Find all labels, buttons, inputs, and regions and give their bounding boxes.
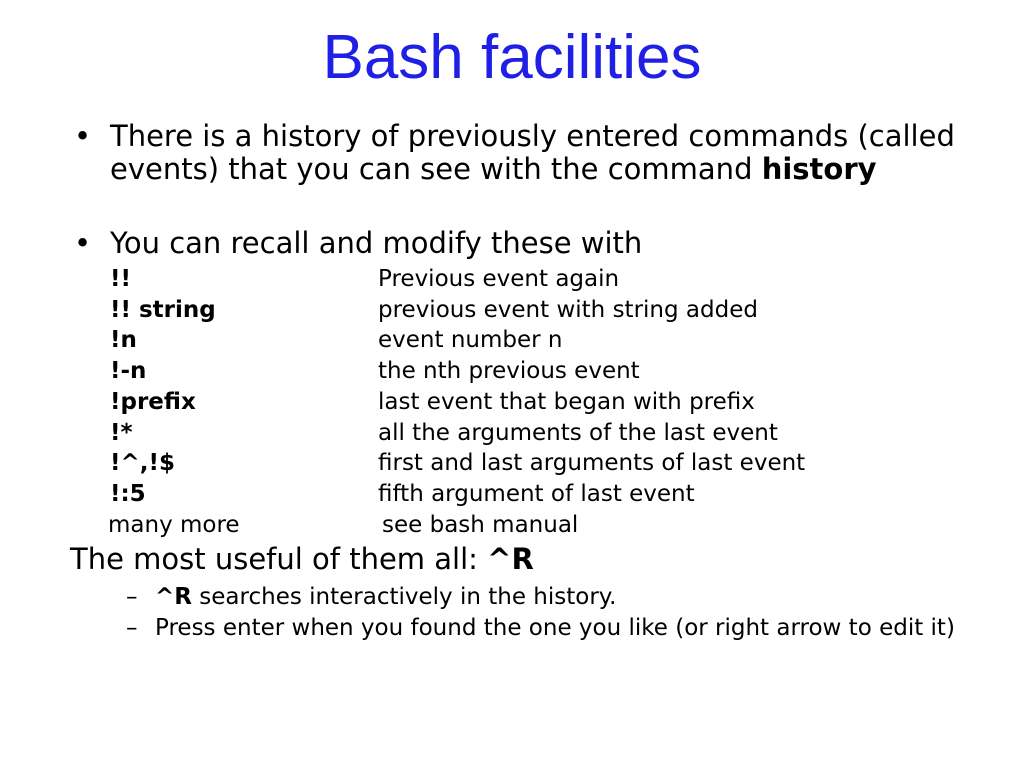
command-row xyxy=(110,388,910,416)
command-desc: fifth argument of last event xyxy=(378,481,695,507)
command-row xyxy=(110,265,910,293)
sub-bullet-marker: – xyxy=(126,615,138,641)
section-heading-bold: ^R xyxy=(487,542,534,576)
sub-bullet-text: Press enter when you found the one you like (or right arrow to edit it) xyxy=(155,615,955,641)
bullet-text-body: There is a history of previously entered commands (called events) that you can see with the command xyxy=(110,119,955,186)
sub-bullet-bold: ^R xyxy=(155,584,192,610)
sub-bullet-text xyxy=(155,584,985,611)
bullet-text-bold: history xyxy=(761,152,877,186)
command-row xyxy=(110,511,910,539)
sub-bullet-body: searches interactively in the history. xyxy=(191,584,617,610)
command-key: many more xyxy=(108,512,240,538)
command-desc: first and last arguments of last event xyxy=(378,450,806,476)
command-desc: last event that began with prefix xyxy=(378,389,755,415)
command-key: !! string xyxy=(110,297,216,323)
bullet-marker: • xyxy=(74,226,92,260)
command-desc: the nth previous event xyxy=(378,358,640,384)
sub-bullet-marker: – xyxy=(126,584,138,610)
section-heading-text: The most useful of them all: xyxy=(70,542,488,576)
command-desc: all the arguments of the last event xyxy=(378,420,778,446)
command-row xyxy=(110,296,910,324)
bullet-marker: • xyxy=(74,119,92,153)
command-row xyxy=(110,449,910,477)
command-key: !prefix xyxy=(110,389,196,415)
command-key: !:5 xyxy=(110,481,146,507)
slide-title: Bash facilities xyxy=(322,23,702,92)
command-desc: event number n xyxy=(378,327,563,353)
command-row xyxy=(110,419,910,447)
command-key: !^,!$ xyxy=(110,450,175,476)
section-heading xyxy=(70,543,534,576)
bullet-text xyxy=(110,120,990,186)
command-key: !! xyxy=(110,266,131,292)
command-key: !n xyxy=(110,327,137,353)
command-key: !-n xyxy=(110,358,147,384)
command-row xyxy=(110,357,910,385)
command-desc: previous event with string added xyxy=(378,297,758,323)
command-row xyxy=(110,326,910,354)
command-key: !* xyxy=(110,420,133,446)
command-desc: see bash manual xyxy=(382,512,579,538)
bullet-text: You can recall and modify these with xyxy=(110,226,643,260)
command-desc: Previous event again xyxy=(378,266,620,292)
command-row xyxy=(110,480,910,508)
